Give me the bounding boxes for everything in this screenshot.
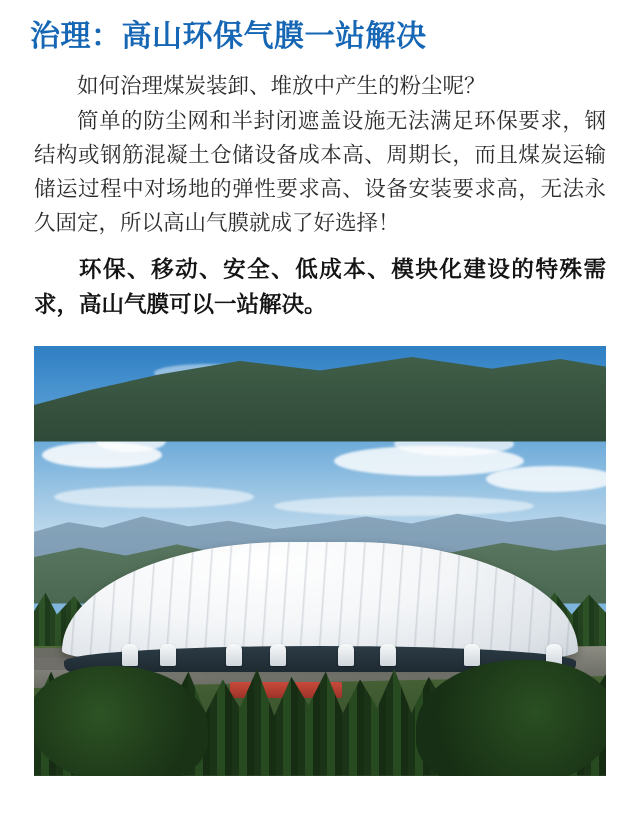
cloud-icon xyxy=(486,466,606,492)
dome-vent-icon xyxy=(122,644,138,666)
article-body xyxy=(0,56,640,324)
cloud-icon xyxy=(274,496,534,516)
dome-vent-icon xyxy=(380,644,396,666)
dome-vent-icon xyxy=(160,644,176,666)
dome-vent-icon xyxy=(464,644,480,666)
dome-vent-icon xyxy=(270,644,286,666)
paragraph-1: 如何治理煤炭装卸、堆放中产生的粉尘呢？ xyxy=(77,73,486,99)
highlight-paragraph: 环保、移动、安全、低成本、模块化建设的特殊需求，高山气膜可以一站解决。 xyxy=(34,257,606,319)
dome-vent-icon xyxy=(226,644,242,666)
paragraph-2: 简单的防尘网和半封闭遮盖设施无法满足环保要求，钢结构或钢筋混凝土仓储设备成本高、周期长，而且煤炭运输储运过程中对场地的弹性要求高、设备安装要求高，无法永久固定，所以高山气膜就成了好选择！ xyxy=(34,109,606,237)
photo-air-dome-building xyxy=(34,346,606,776)
dome-vent-icon xyxy=(338,644,354,666)
cloud-icon xyxy=(54,486,254,508)
cloud-icon xyxy=(42,442,162,468)
page-title: 治理：高山环保气膜一站解决 xyxy=(30,19,427,54)
